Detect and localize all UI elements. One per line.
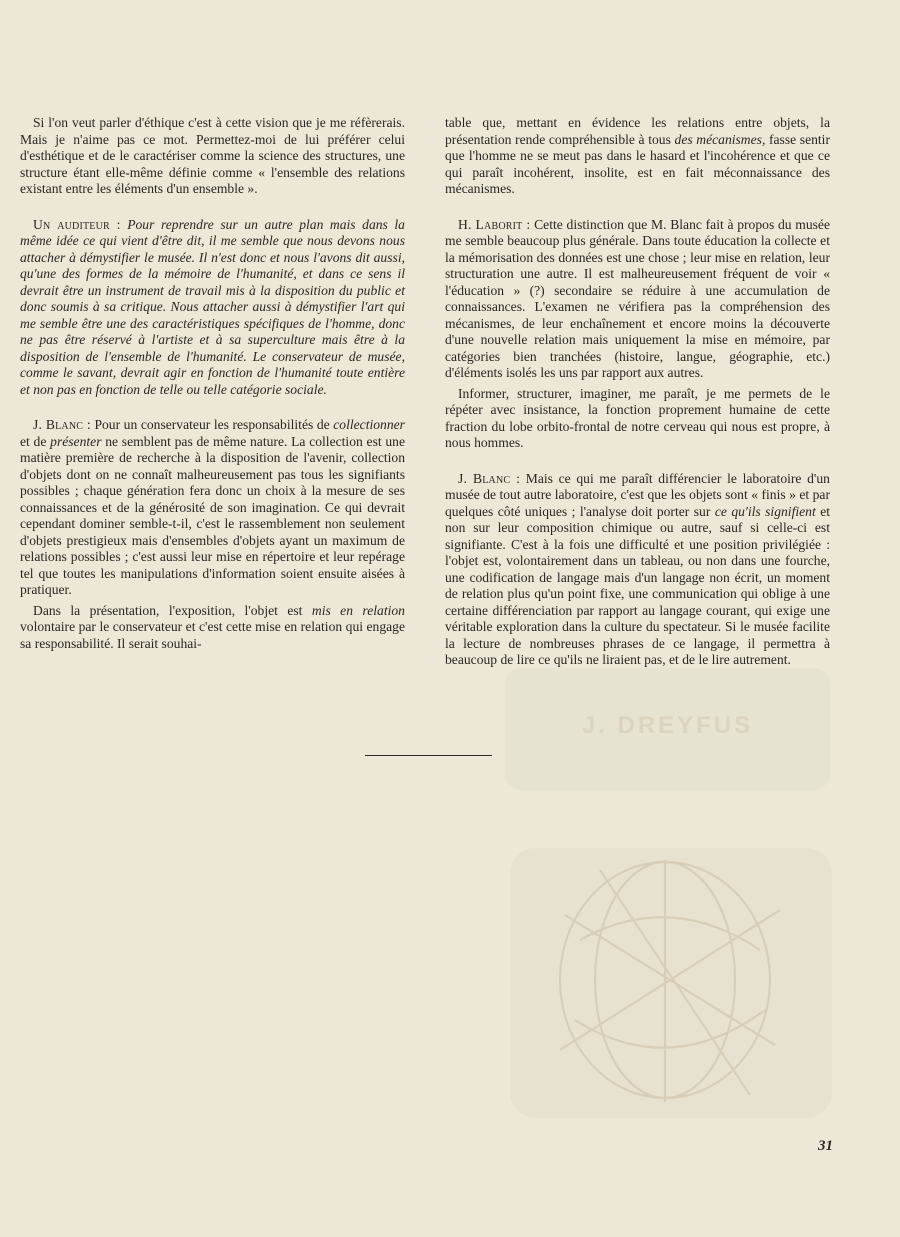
emphasis-presenter: présenter: [50, 433, 102, 449]
speaker-un-auditeur: Un auditeur :: [33, 216, 121, 232]
auditeur-text: Pour reprendre sur un autre plan mais dans la même idée ce qui vient d'être dit, il me semble que nous devons nous attacher à démystifier le musée. Il n'est donc et nous l'avons dit aussi, qu'une des formes de la mémoire de l'humanité, et dans ce sens il devrait être un instrument de travail mis à la disposition du public et donc soumis à sa critique. Nous attacher aussi à démystifier l'art qui me semble être une des caractéristiques spécifiques de l'homme, donc ne pas être réservé à l'artiste et à sa superculture mais être à la disposition de l'ensemble de l'humanité. Le conservateur de musée, comme le savant, devrait agir en fonction de l'humanité toute entière et non pas en fonction de telle ou telle catégorie sociale.: [20, 216, 405, 397]
right-column: [445, 115, 830, 669]
speaker-j-blanc: J. Blanc :: [458, 470, 521, 486]
emphasis-mis-en-relation: mis en relation: [311, 602, 405, 618]
page-number: 31: [818, 1138, 833, 1154]
emphasis-collectionner: collectionner: [333, 417, 405, 432]
paragraph-esthetique: Si l'on veut parler d'éthique c'est à cette vision que je me réfèrerais. Mais je n'aime pas ce mot. Permettez-moi de lui préférer celui d'esthétique et de le caractériser comme la science des structures, une structure étant elle-même définie comme « l'ensemble des relations existant entre les éléments d'un ensemble ».: [20, 115, 405, 196]
paragraph-auditeur: [20, 217, 405, 399]
text-run: ne semblent pas de même nature. La collection est une matière première de recherche à la disposition de l'avenir, collection d'objets dont on ne connaît malheureusement pas tous les signifiants possibles ; chaque génération fera donc un choix à la mesure de ses connaissances et de la générosité de son imagination. Ce qui devrait cependant dominer semble-t-il, c'est le rassemblement non seulement d'objets prestigieux mais d'ensembles d'objets ayant un maximum de relations possibles ; c'est aussi leur mise en répertoire et leur repérage tel que toutes les manipulations d'information soient ensuite aisées à pratiquer.: [20, 433, 406, 597]
text-run: volontaire par le conservateur et c'est cette mise en relation qui engage sa responsabilité. Il serait souhai-: [20, 619, 405, 651]
paragraph-informer: Informer, structurer, imaginer, me paraît, je me permets de le répéter avec insistance, la fonction proprement humaine de cette fraction du lobe orbito-frontal de notre cerveau qui nous est propre, à nous hommes.: [445, 385, 830, 450]
section-divider-rule: [365, 755, 492, 756]
bleed-through-sculpture-image: [510, 830, 840, 1130]
bleed-through-caption: J. DREYFUS: [581, 712, 754, 739]
paragraph-continuation: [445, 115, 830, 198]
speaker-j-blanc: J. Blanc :: [33, 417, 91, 432]
paragraph-blanc-laboratoire: [445, 471, 830, 669]
text-run: Pour un conservateur les responsabilités de: [94, 417, 330, 432]
text-run: Dans la présentation, l'exposition, l'objet est: [33, 602, 303, 618]
text-run: et de: [20, 433, 47, 449]
paragraph-presentation: [20, 603, 405, 653]
paragraph-laborit: [445, 217, 830, 382]
emphasis-ce-quils-signifient: ce qu'ils signifient: [714, 503, 816, 519]
speaker-h-laborit: H. Laborit :: [458, 216, 531, 232]
text-run: fasse sentir que l'homme ne se meut pas dans le hasard et l'incohérence et que ce qui paraît incohérent, insolite, est en fait méconnaissance des mécanismes.: [445, 131, 830, 196]
left-column: [20, 115, 405, 652]
laborit-text: Cette distinction que M. Blanc fait à propos du musée me semble beaucoup plus générale. Dans toute éducation la collecte et la mémorisation des données est une chose ; leur mise en relation, leur structuration une autre. Il est malheureusement fréquent de voir « l'éducation » (?) secondaire se réduire à une accumulation de connaissances. L'examen ne vérifiera pas la compréhension des mécanismes, de leur enchaînement et encore moins la découverte d'une nouvelle relation mais uniquement la mise en mémoire, par catégories bien tranchées (histoire, langue, géographie, etc.) d'éléments isolés les uns par rapport aux autres.: [445, 216, 831, 380]
text-run: et non sur leur composition chimique ou autre, sauf si celle-ci est signifiante. C'est à la fois une difficulté et une position privilégiée : l'objet est, volontairement dans un tableau, ou non dans une fourche, une codification de langage mais d'un langage non écrit, un moment de relation plus qu'un point fixe, une communication qui oblige à une certaine différenciation par rapport au langage courant, qui exige une véritable exploration dans la culture du spectateur. Si le musée facilite la lecture de nombreuses phrases de ce langage, il permettra à beaucoup de lire ce qu'ils ne liraient pas, et de le lire autrement.: [445, 503, 830, 667]
paragraph-blanc-collection: [20, 417, 405, 599]
text-run: table que, mettant en évidence les relations entre objets, la présentation rende compréhensible à tous: [445, 115, 830, 147]
emphasis-des-mecanismes: des mécanismes,: [674, 131, 766, 147]
text-run: Mais ce qui me paraît différencier le laboratoire d'un musée de tout autre laboratoire, c'est que les objets sont « finis » et par quelques côté uniques ; l'analyse doit porter sur: [445, 470, 830, 519]
